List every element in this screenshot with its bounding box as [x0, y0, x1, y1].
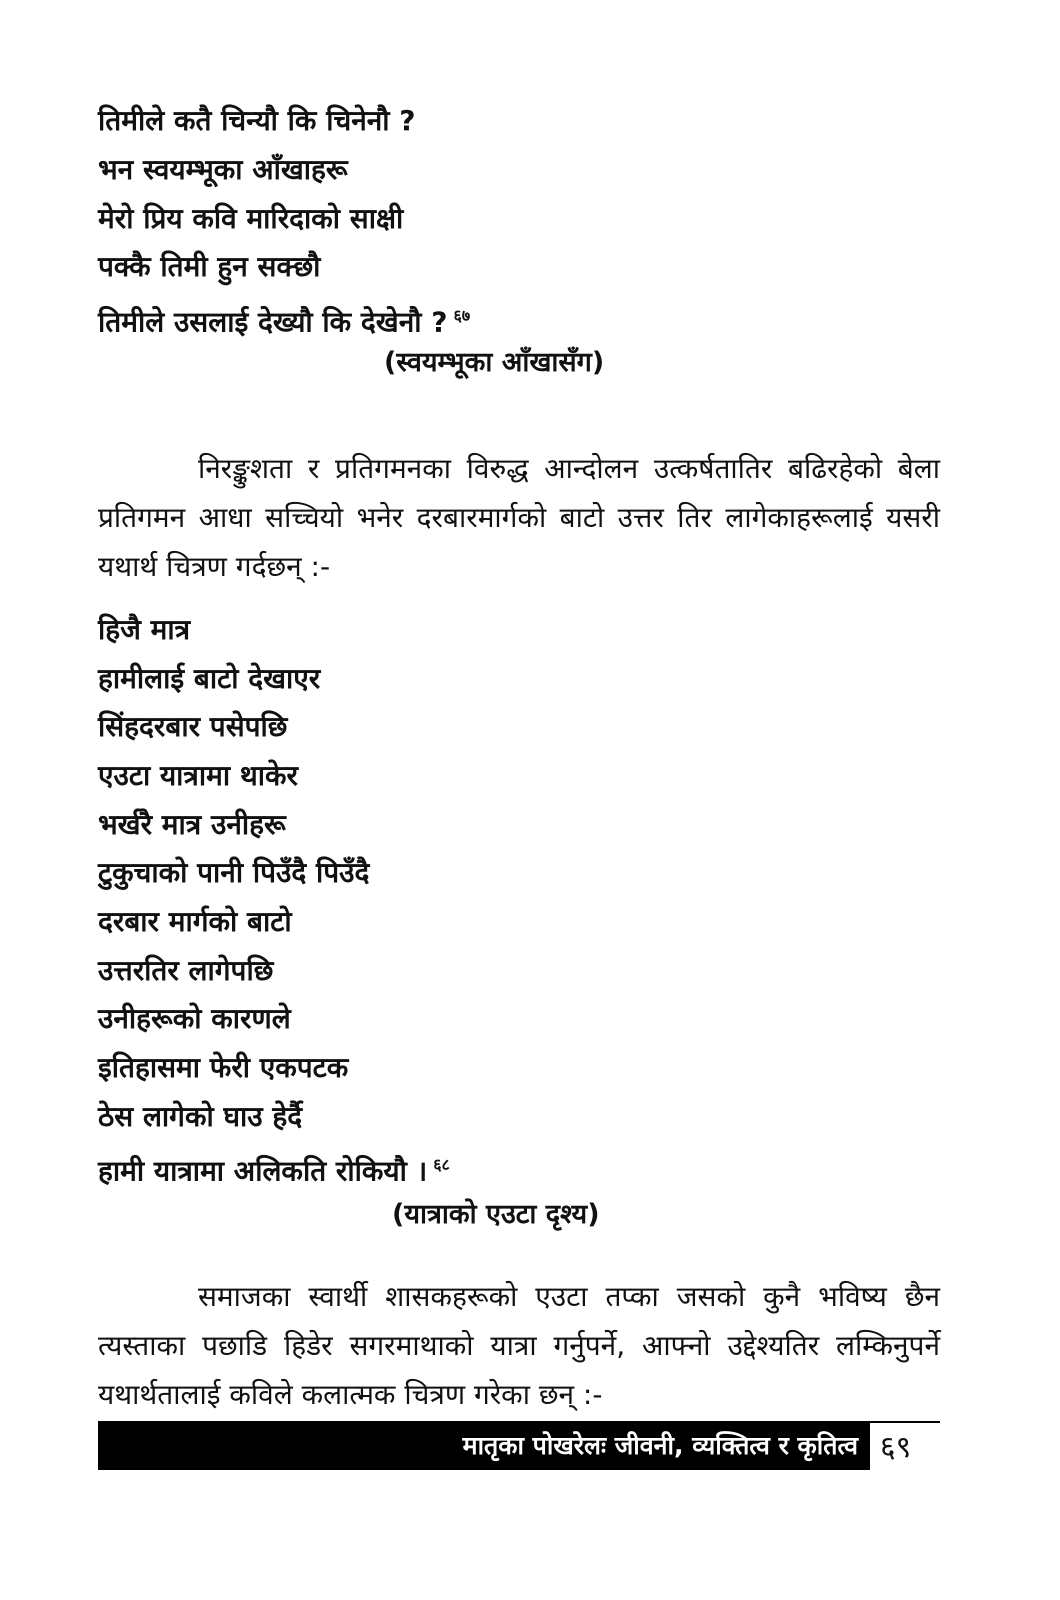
- paragraph-2-text: समाजका स्वार्थी शासकहरूको एउटा तप्का जसको कुनै भविष्य छैन त्यस्ताका पछाडि हिडेर सगरमाथाको यात्रा गर्नुपर्ने, आफ्नो उद्देश्यतिर लम्किनुपर्ने यथार्थतालाई कविले कलात्मक चित्रण गरेका छन् :-: [98, 1280, 940, 1411]
- poem2-line-12-text: हामी यात्रामा अलिकति रोकियौ ।: [98, 1154, 428, 1188]
- poem2-line-4: एउटा यात्रामा थाकेर: [98, 759, 298, 792]
- paragraph-1: [98, 444, 940, 591]
- poem1-line-4: पक्कै तिमी हुन सक्छौ: [98, 250, 321, 283]
- poem2-line-10: इतिहासमा फेरी एकपटक: [98, 1051, 349, 1084]
- poem1-line-5: [98, 298, 470, 340]
- poem2-line-11: ठेस लागेको घाउ हेर्दै: [98, 1100, 303, 1133]
- poem2-line-7: दरबार मार्गको बाटो: [98, 905, 292, 938]
- poem1-line-2: भन स्वयम्भूका आँखाहरू: [98, 153, 348, 186]
- poem2-line-6: टुकुचाको पानी पिउँदै पिउँदै: [98, 856, 370, 889]
- footnote-ref-68: ६८: [433, 1155, 450, 1174]
- footer-rule: [870, 1421, 940, 1423]
- page-footer: [98, 1421, 940, 1470]
- poem2-line-12: [98, 1147, 450, 1189]
- poem2-line-3: सिंहदरबार पसेपछि: [98, 710, 288, 743]
- footnote-ref-67: ६७: [453, 306, 471, 325]
- paragraph-2: [98, 1272, 940, 1419]
- poem2-line-2: हामीलाई बाटो देखाएर: [98, 662, 321, 695]
- footer-bar: [98, 1421, 870, 1470]
- poem2-line-5: भर्खरै मात्र उनीहरू: [98, 808, 286, 841]
- poem2-line-9: उनीहरूको कारणले: [98, 1002, 291, 1035]
- poem1-caption: (स्वयम्भूका आँखासँग): [384, 347, 605, 378]
- poem1-line-5-text: तिमीले उसलाई देख्यौ कि देखेनौ ?: [98, 305, 448, 339]
- book-title: मातृका पोखरेलः जीवनी, व्यक्तित्व र कृतित्व: [462, 1431, 858, 1460]
- poem1-line-1: तिमीले कतै चिन्यौ कि चिनेनौ ?: [98, 104, 416, 137]
- poem2-caption: (यात्राको एउटा दृश्य): [392, 1199, 600, 1230]
- poem2-line-1: हिजै मात्र: [98, 613, 191, 646]
- paragraph-1-text: निरङ्कुशता र प्रतिगमनका विरुद्ध आन्दोलन उत्कर्षतातिर बढिरहेको बेला प्रतिगमन आधा सच्चियो भनेर दरबारमार्गको बाटो उत्तर तिर लागेकाहरूलाई यसरी यथार्थ चित्रण गर्दछन् :-: [98, 452, 940, 583]
- page-number: ६९: [880, 1430, 912, 1465]
- poem1-line-3: मेरो प्रिय कवि मारिदाको साक्षी: [98, 202, 404, 235]
- poem2-line-8: उत्तरतिर लागेपछि: [98, 954, 274, 987]
